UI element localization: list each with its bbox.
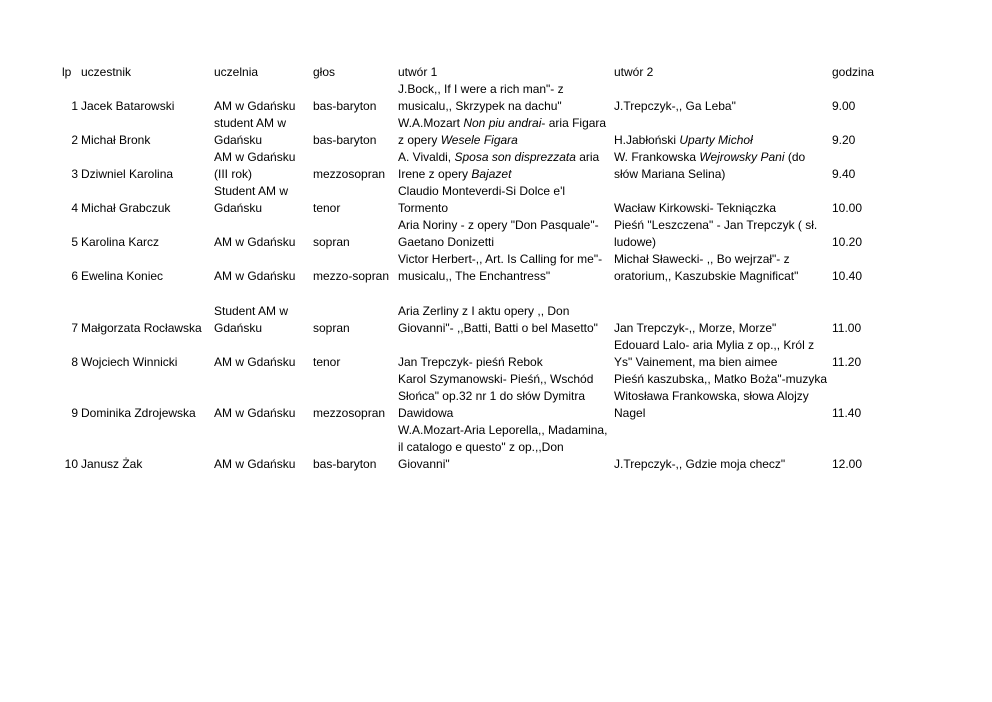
row-glos: mezzo-sopran bbox=[313, 269, 390, 283]
row-utwor1: Claudio Monteverdi-Si Dolce e'l bbox=[398, 184, 566, 198]
row-utwor1: Tormento bbox=[398, 201, 449, 215]
row-godzina: 11.40 bbox=[832, 406, 862, 420]
header-utwor2: utwór 2 bbox=[614, 65, 654, 79]
row-godzina: 11.20 bbox=[832, 355, 862, 369]
row-utwor2: J.Trepczyk-,, Gdzie moja checz" bbox=[614, 457, 786, 471]
row-lp: 7 bbox=[71, 321, 78, 335]
row-utwor2: Wacław Kirkowski- Tekniączka bbox=[614, 201, 777, 215]
row-utwor1: J.Bock,, If I were a rich man"- z bbox=[398, 82, 564, 96]
row-uczestnik: Karolina Karcz bbox=[81, 235, 160, 249]
row-utwor1: Dawidowa bbox=[398, 406, 454, 420]
row-lp: 6 bbox=[71, 269, 78, 283]
row-uczelnia: Gdańsku bbox=[214, 321, 263, 335]
row-lp: 8 bbox=[71, 355, 78, 369]
row-utwor1: Gaetano Donizetti bbox=[398, 235, 495, 249]
row-utwor2: H.Jabłoński Uparty Michoł bbox=[614, 133, 753, 147]
row-godzina: 9.20 bbox=[832, 133, 856, 147]
row-utwor1: musicalu,, Skrzypek na dachu" bbox=[398, 99, 562, 113]
row-uczelnia: Student AM w bbox=[214, 304, 289, 318]
row-uczestnik: Małgorzata Rocławska bbox=[81, 321, 202, 335]
row-godzina: 10.00 bbox=[832, 201, 863, 215]
row-utwor2: Nagel bbox=[614, 406, 646, 420]
row-utwor2: ludowe) bbox=[614, 235, 657, 249]
row-godzina: 10.20 bbox=[832, 235, 863, 249]
row-uczelnia: AM w Gdańsku bbox=[214, 235, 296, 249]
row-utwor2: Ys" Vainement, ma bien aimee bbox=[614, 355, 778, 369]
row-utwor1: W.A.Mozart-Aria Leporella,, Madamina, bbox=[398, 423, 608, 437]
row-glos: bas-baryton bbox=[313, 457, 377, 471]
row-uczestnik: Wojciech Winnicki bbox=[81, 355, 178, 369]
row-godzina: 9.00 bbox=[832, 99, 856, 113]
row-glos: tenor bbox=[313, 355, 341, 369]
header-uczestnik: uczestnik bbox=[81, 65, 132, 79]
row-glos: mezzosopran bbox=[313, 406, 386, 420]
row-lp: 4 bbox=[71, 201, 78, 215]
row-utwor1: Irene z opery Bajazet bbox=[398, 167, 512, 181]
row-uczelnia: Student AM w bbox=[214, 184, 289, 198]
header-glos: głos bbox=[313, 65, 336, 79]
header-uczelnia: uczelnia bbox=[214, 65, 259, 79]
header-lp: lp bbox=[62, 65, 72, 79]
row-utwor1: il catalogo e questo" z op.,,Don bbox=[398, 440, 564, 454]
row-godzina: 11.00 bbox=[832, 321, 862, 335]
row-lp: 9 bbox=[71, 406, 78, 420]
row-utwor2: Jan Trepczyk-,, Morze, Morze" bbox=[614, 321, 777, 335]
row-glos: sopran bbox=[313, 321, 350, 335]
row-utwor1: W.A.Mozart Non piu andrai- aria Figara bbox=[398, 116, 607, 130]
row-lp: 5 bbox=[71, 235, 78, 249]
row-glos: tenor bbox=[313, 201, 341, 215]
row-uczelnia: AM w Gdańsku bbox=[214, 457, 296, 471]
row-glos: bas-baryton bbox=[313, 133, 377, 147]
header-utwor1: utwór 1 bbox=[398, 65, 438, 79]
row-uczestnik: Dominika Zdrojewska bbox=[81, 406, 196, 420]
row-uczelnia: student AM w bbox=[214, 116, 287, 130]
row-utwor2: Edouard Lalo- aria Mylia z op.,, Król z bbox=[614, 338, 815, 352]
row-lp: 3 bbox=[71, 167, 78, 181]
row-utwor2: słów Mariana Selina) bbox=[614, 167, 726, 181]
row-godzina: 9.40 bbox=[832, 167, 856, 181]
row-utwor1: A. Vivaldi, Sposa son disprezzata aria bbox=[398, 150, 600, 164]
row-utwor1: Karol Szymanowski- Pieśń,, Wschód bbox=[398, 372, 594, 386]
row-uczestnik: Jacek Batarowski bbox=[81, 99, 175, 113]
row-uczelnia: AM w Gdańsku bbox=[214, 99, 296, 113]
row-uczelnia: AM w Gdańsku bbox=[214, 269, 296, 283]
row-utwor1: musicalu,, The Enchantress" bbox=[398, 269, 551, 283]
row-glos: mezzosopran bbox=[313, 167, 386, 181]
row-utwor1: Victor Herbert-,, Art. Is Calling for me"- bbox=[398, 252, 603, 266]
row-uczestnik: Michał Grabczuk bbox=[81, 201, 171, 215]
row-utwor2: Pieśń "Leszczena" - Jan Trepczyk ( sł. bbox=[614, 218, 818, 232]
row-utwor2: W. Frankowska Wejrowsky Pani (do bbox=[614, 150, 806, 164]
row-lp: 1 bbox=[71, 99, 78, 113]
row-glos: bas-baryton bbox=[313, 99, 377, 113]
row-utwor2: oratorium,, Kaszubskie Magnificat" bbox=[614, 269, 799, 283]
row-godzina: 10.40 bbox=[832, 269, 863, 283]
row-utwor1: Giovanni"- ,,Batti, Batti o bel Masetto" bbox=[398, 321, 598, 335]
row-lp: 10 bbox=[64, 457, 78, 471]
row-lp: 2 bbox=[71, 133, 78, 147]
row-utwor1: Jan Trepczyk- pieśń Rebok bbox=[398, 355, 543, 369]
row-utwor2: Pieśń kaszubska,, Matko Boża"-muzyka bbox=[614, 372, 828, 386]
row-glos: sopran bbox=[313, 235, 350, 249]
row-uczestnik: Dziwniel Karolina bbox=[81, 167, 174, 181]
row-uczelnia: Gdańsku bbox=[214, 201, 263, 215]
row-utwor1: Giovanni" bbox=[398, 457, 450, 471]
row-uczestnik: Michał Bronk bbox=[81, 133, 151, 147]
row-utwor2: Michał Sławecki- ,, Bo wejrzał"- z bbox=[614, 252, 790, 266]
row-utwor1: Słońca" op.32 nr 1 do słów Dymitra bbox=[398, 389, 586, 403]
row-utwor1: z opery Wesele Figara bbox=[398, 133, 518, 147]
row-utwor2: Witosława Frankowska, słowa Alojzy bbox=[614, 389, 809, 403]
row-uczelnia: AM w Gdańsku bbox=[214, 355, 296, 369]
row-uczestnik: Ewelina Koniec bbox=[81, 269, 164, 283]
row-uczelnia: (III rok) bbox=[214, 167, 252, 181]
row-utwor1: Aria Noriny - z opery "Don Pasquale"- bbox=[398, 218, 599, 232]
row-utwor2: J.Trepczyk-,, Ga Leba" bbox=[614, 99, 736, 113]
row-utwor1: Aria Zerliny z I aktu opery ,, Don bbox=[398, 304, 570, 318]
row-godzina: 12.00 bbox=[832, 457, 863, 471]
row-uczelnia: AM w Gdańsku bbox=[214, 150, 296, 164]
row-uczelnia: AM w Gdańsku bbox=[214, 406, 296, 420]
row-uczestnik: Janusz Żak bbox=[81, 457, 143, 471]
header-godzina: godzina bbox=[832, 65, 875, 79]
row-uczelnia: Gdańsku bbox=[214, 133, 263, 147]
